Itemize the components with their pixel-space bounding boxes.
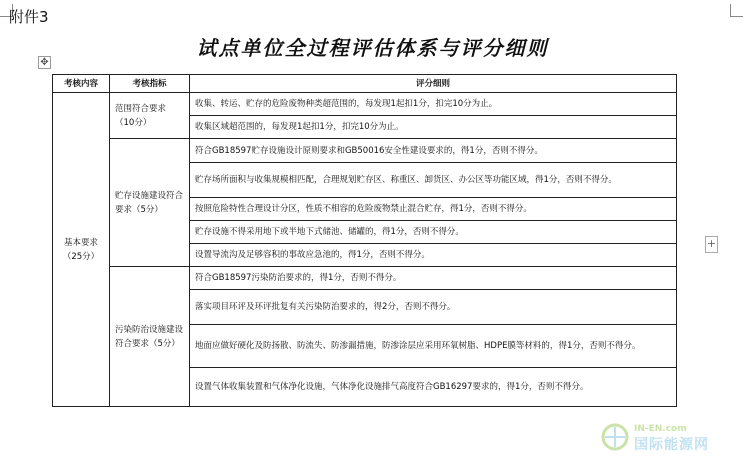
header-assessment-indicator: 考核指标 (110, 75, 190, 93)
watermark-text-en: IN-EN.com (634, 424, 687, 434)
table-header-row (53, 75, 677, 93)
detail-cell: 贮存场所面积与收集规模相匹配，合理规划贮存区、称重区、卸货区、办公区等功能区域，得1分，否则不得分。 (190, 163, 677, 198)
detail-cell: 落实项目环评及环评批复有关污染防治要求的，得2分，否则不得分。 (190, 290, 677, 325)
table-row (53, 93, 677, 116)
detail-cell: 地面应做好硬化及防扬散、防流失、防渗漏措施，防渗涂层应采用环氧树脂、HDPE膜等材料的，得1分，否则不得分。 (190, 325, 677, 368)
table-move-handle-icon[interactable]: ✥ (38, 56, 51, 69)
watermark-text-cn: 国际能源网 (634, 437, 709, 453)
indicator-storage-facility: 贮存设施建设符合要求（5分） (110, 139, 190, 267)
category-score: （25分） (62, 251, 100, 262)
detail-cell: 收集区域超范围的，每发现1起扣1分，扣完10分为止。 (190, 116, 677, 139)
detail-cell: 收集、转运、贮存的危险废物种类超范围的，每发现1起扣1分，扣完10分为止。 (190, 93, 677, 116)
add-column-handle-icon[interactable]: + (705, 236, 718, 253)
detail-cell: 符合GB18597贮存设施设计原则要求和GB50016安全性建设要求的，得1分，否则不得分。 (190, 139, 677, 163)
document-title: 试点单位全过程评估体系与评分细则 (196, 36, 549, 60)
detail-cell: 设置导流沟及足够容积的事故应急池的，得1分，否则不得分。 (190, 244, 677, 267)
watermark-logo-icon (600, 422, 630, 452)
table-row (53, 267, 677, 290)
watermark (600, 420, 740, 456)
attachment-label: 附件3 (9, 8, 49, 26)
category-name: 基本要求 (63, 237, 98, 248)
detail-cell: 符合GB18597污染防治要求的，得1分，否则不得分。 (190, 267, 677, 290)
indicator-scope: 范围符合要求（10分） (110, 93, 190, 139)
detail-cell: 贮存设施不得采用地下或半地下式储池、储罐的，得1分，否则不得分。 (190, 221, 677, 244)
page-corner-mark-right (730, 4, 743, 17)
header-scoring-details: 评分细则 (190, 75, 677, 93)
category-cell (53, 93, 110, 407)
detail-cell: 按照危险特性合理设计分区，性质不相容的危险废物禁止混合贮存，得1分，否则不得分。 (190, 198, 677, 221)
header-assessment-content: 考核内容 (53, 75, 110, 93)
detail-cell: 设置气体收集装置和气体净化设施，气体净化设施排气高度符合GB16297要求的，得1分，否则不得分。 (190, 368, 677, 407)
scoring-table (52, 74, 677, 407)
table-row (53, 139, 677, 163)
indicator-pollution-control: 污染防治设施建设符合要求（5分） (110, 267, 190, 407)
